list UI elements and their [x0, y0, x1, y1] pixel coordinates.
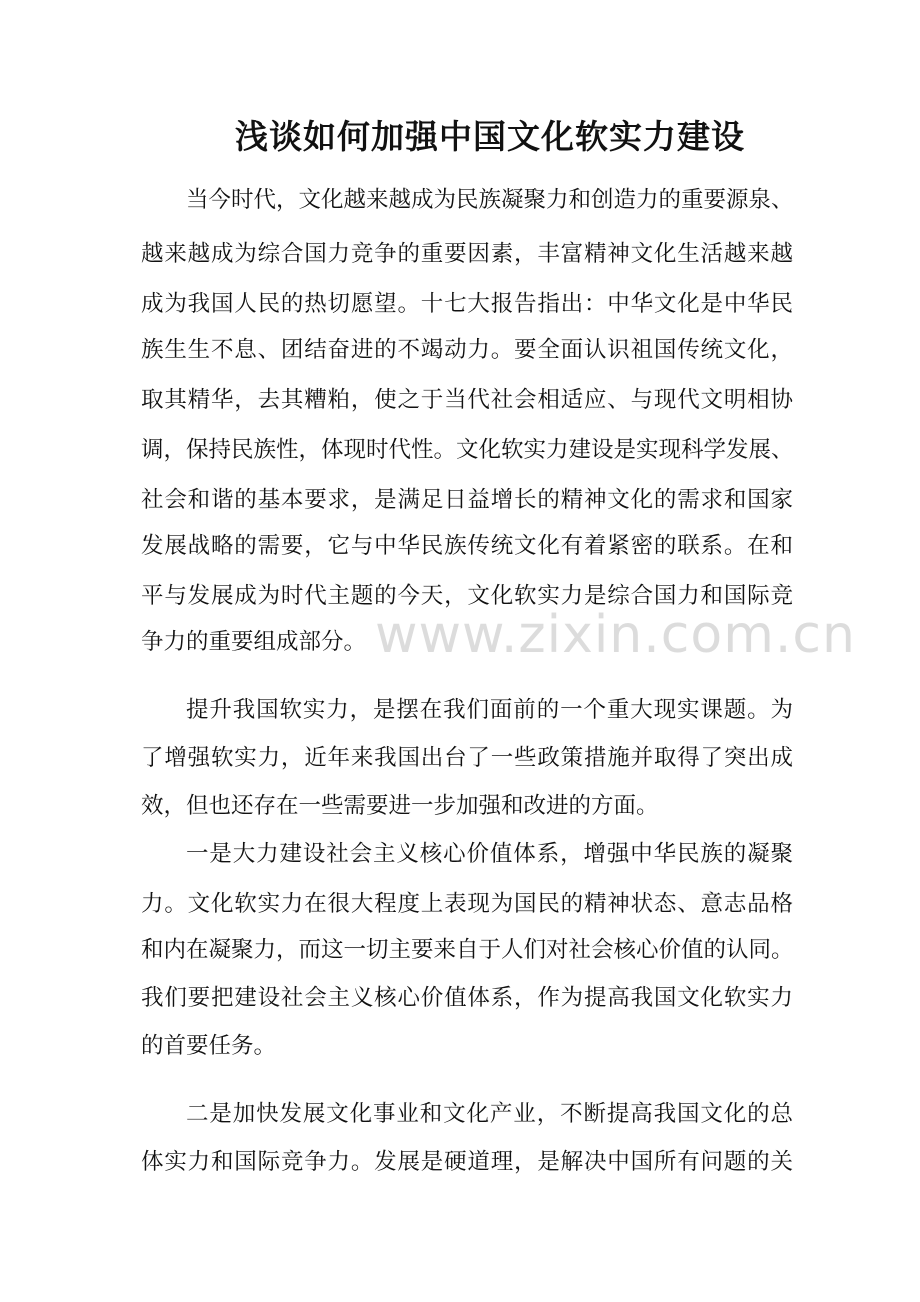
paragraph-3-line-1: 一是大力建设社会主义核心价值体系，增强中华民族的凝聚: [186, 841, 793, 867]
paragraph-2-line-3: 效，但也还存在一些需要进一步加强和改进的方面。: [141, 793, 659, 819]
paragraph-3-line-2: 力。文化软实力在很大程度上表现为国民的精神状态、意志品格: [141, 891, 793, 917]
paragraph-1-line-5: 取其精华，去其糟粕，使之于当代社会相适应、与现代文明相协: [141, 387, 793, 413]
paragraph-1-line-9: 平与发展成为时代主题的今天，文化软实力是综合国力和国际竞: [141, 583, 793, 609]
watermark: www.zixin.com.cn: [375, 605, 856, 665]
document-title: 浅谈如何加强中国文化软实力建设: [235, 117, 745, 156]
paragraph-1-line-10: 争力的重要组成部分。: [141, 629, 367, 655]
paragraph-1-line-8: 发展战略的需要，它与中华民族传统文化有着紧密的联系。在和: [141, 533, 793, 559]
paragraph-2-line-1: 提升我国软实力，是摆在我们面前的一个重大现实课题。为: [186, 697, 793, 723]
paragraph-1-line-4: 族生生不息、团结奋进的不竭动力。要全面认识祖国传统文化，: [141, 337, 793, 363]
paragraph-1-line-1: 当今时代，文化越来越成为民族凝聚力和创造力的重要源泉、: [186, 187, 794, 213]
paragraph-1-line-7: 社会和谐的基本要求，是满足日益增长的精神文化的需求和国家: [141, 487, 793, 513]
paragraph-3-line-5: 的首要任务。: [141, 1033, 277, 1059]
paragraph-1-line-6: 调，保持民族性，体现时代性。文化软实力建设是实现科学发展、: [141, 437, 794, 463]
paragraph-3-line-3: 和内在凝聚力，而这一切主要来自于人们对社会核心价值的认同。: [141, 937, 794, 963]
paragraph-4-line-1: 二是加快发展文化事业和文化产业，不断提高我国文化的总: [186, 1101, 793, 1127]
paragraph-1-line-3: 成为我国人民的热切愿望。十七大报告指出：中华文化是中华民: [141, 291, 793, 317]
paragraph-1-line-2: 越来越成为综合国力竞争的重要因素，丰富精神文化生活越来越: [141, 241, 793, 267]
paragraph-4-line-2: 体实力和国际竞争力。发展是硬道理，是解决中国所有问题的关: [141, 1149, 793, 1175]
paragraph-2-line-2: 了增强软实力，近年来我国出台了一些政策措施并取得了突出成: [141, 745, 793, 771]
paragraph-3-line-4: 我们要把建设社会主义核心价值体系，作为提高我国文化软实力: [141, 985, 793, 1011]
